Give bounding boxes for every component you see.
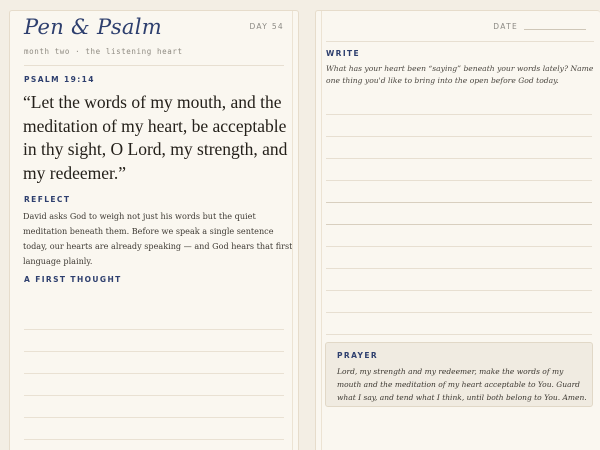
writing-line[interactable] bbox=[24, 330, 284, 352]
writing-line[interactable] bbox=[24, 396, 284, 418]
writing-line[interactable] bbox=[326, 291, 592, 313]
brand-logo: Pen & Psalm bbox=[24, 15, 162, 39]
date-label: DATE bbox=[493, 22, 518, 31]
header-divider bbox=[24, 65, 284, 66]
left-page bbox=[9, 10, 299, 450]
first-thought-heading: A FIRST THOUGHT bbox=[24, 275, 122, 284]
writing-line[interactable] bbox=[24, 308, 284, 330]
date-field[interactable] bbox=[493, 22, 586, 31]
writing-line[interactable] bbox=[326, 115, 592, 137]
date-input-line[interactable] bbox=[524, 29, 586, 30]
right-page bbox=[315, 10, 600, 450]
writing-line[interactable] bbox=[326, 247, 592, 269]
writing-line[interactable] bbox=[326, 159, 592, 181]
scripture-verse: “Let the words of my mouth, and the meditation of my heart, be acceptable in thy sight, O Lord, my strength, and my redeemer.” bbox=[23, 92, 288, 183]
psalm-reference: PSALM 19:14 bbox=[24, 75, 95, 84]
reflect-text: David asks God to weigh not just his words but the quiet meditation beneath them. Before we speak a single sentence today, our hearts are already speaking — and God hears that first language plainly. bbox=[23, 211, 293, 266]
reflect-heading: REFLECT bbox=[24, 195, 71, 204]
writing-line[interactable] bbox=[326, 203, 592, 225]
writing-line[interactable] bbox=[326, 313, 592, 335]
writing-line[interactable] bbox=[326, 181, 592, 203]
writing-line[interactable] bbox=[326, 225, 592, 247]
page-subtitle: month two · the listening heart bbox=[24, 47, 183, 56]
writing-line[interactable] bbox=[326, 93, 592, 115]
write-prompt: What has your heart been “saying” beneath your words lately? Name one thing you'd like to bring into the open before God today. bbox=[326, 64, 594, 85]
write-area[interactable] bbox=[326, 93, 592, 335]
prayer-heading: PRAYER bbox=[337, 351, 379, 360]
writing-line[interactable] bbox=[326, 269, 592, 291]
day-counter: DAY 54 bbox=[249, 22, 284, 31]
write-heading: WRITE bbox=[326, 49, 361, 58]
writing-line[interactable] bbox=[24, 352, 284, 374]
writing-line[interactable] bbox=[326, 137, 592, 159]
prayer-box bbox=[325, 342, 593, 407]
writing-line[interactable] bbox=[24, 418, 284, 440]
header-divider bbox=[326, 41, 594, 42]
prayer-text: Lord, my strength and my redeemer, make the words of my mouth and the meditation of my heart acceptable to You. Guard what I say, and tend what I think, until both belong to You. Amen. bbox=[337, 367, 587, 402]
first-thought-writing-area[interactable] bbox=[24, 308, 284, 440]
writing-line[interactable] bbox=[24, 374, 284, 396]
